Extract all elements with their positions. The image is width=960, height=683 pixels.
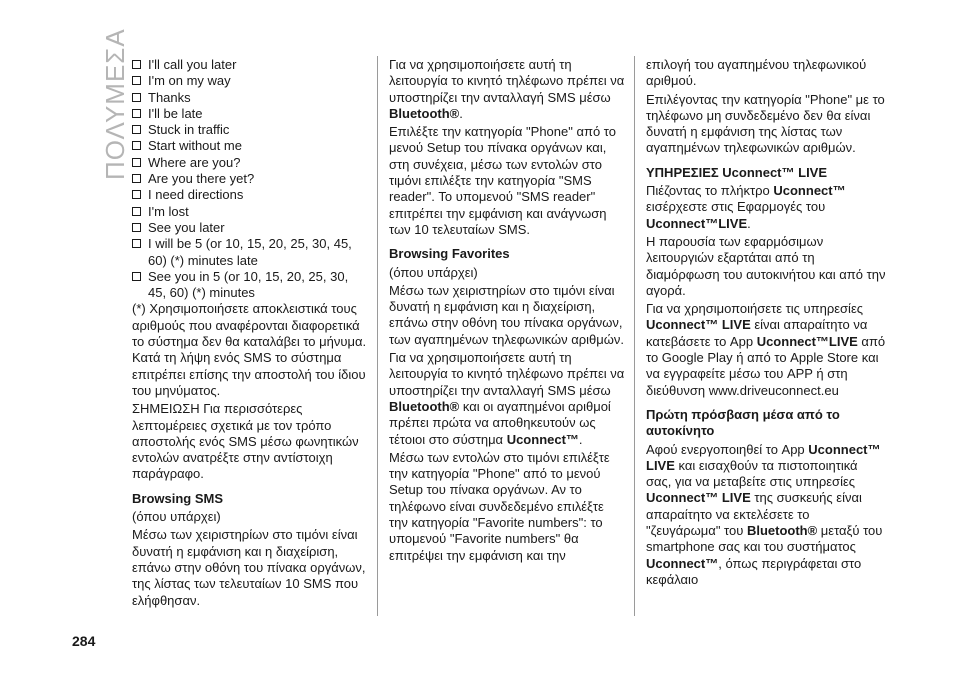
text-run-bold: Uconnect™ LIVE <box>646 441 881 473</box>
section-title-text: ΠΟΛΥΜΕΣΑ <box>100 28 130 180</box>
paragraph <box>389 350 625 448</box>
text-run-bold: Bluetooth® <box>389 105 460 121</box>
text-run: Για να χρησιμοποιήσετε αυτή τη λειτουργία το κινητό τηλέφωνο πρέπει να υποστηρίζει την ανταλλαγή SMS μέσω <box>389 57 625 105</box>
text-run: Πιέζοντας το πλήκτρο <box>646 183 774 199</box>
text-run: είναι απαραίτητο να κατεβάσετε το App <box>646 317 868 349</box>
paragraph: Η παρουσία των εφαρμόσιμων λειτουργιών εξαρτάται από τη διαμόρφωση του αυτοκινήτου και από την αγορά. <box>646 233 886 298</box>
text-run: μεταξύ του smartphone σας και του συστήματος <box>646 523 883 555</box>
checkbox-icon <box>132 272 141 281</box>
list-item <box>132 57 368 73</box>
text-run-bold: Bluetooth® <box>389 398 460 414</box>
text-run: Για να χρησιμοποιήσετε τις υπηρεσίες <box>646 301 864 317</box>
list-item <box>132 73 368 89</box>
list-item-text: Thanks <box>148 89 191 105</box>
checkbox-icon <box>132 239 141 248</box>
text-run: από το Google Play ή από το Apple Store και να εγγραφείτε μέσω του APP ή στη διεύθυνση www.driveuconnect.eu <box>646 333 886 398</box>
list-item <box>132 220 368 236</box>
text-run: . <box>747 215 751 231</box>
list-item <box>132 138 368 154</box>
list-item <box>132 204 368 220</box>
checkbox-icon <box>132 76 141 85</box>
paragraph <box>389 57 625 122</box>
checkbox-icon <box>132 125 141 134</box>
list-item-text: I'm lost <box>148 203 189 219</box>
browsing-sms-text: Μέσω των χειριστηρίων στο τιμόνι είναι δυνατή η εμφάνιση και η διαχείριση, επάνω στην οθόνη του πίνακα οργάνων, της λίστας των τελευταίων 10 SMS που ελήφθησαν. <box>132 527 366 608</box>
browsing-favorites-heading: Browsing Favorites <box>389 246 510 262</box>
browsing-sms-subheading: (όπου υπάρχει) <box>132 509 221 525</box>
checkbox-icon <box>132 223 141 232</box>
list-item-text: Stuck in traffic <box>148 122 230 138</box>
paragraph: επιλογή του αγαπημένου τηλεφωνικού αριθμού. <box>646 57 867 89</box>
list-item-text: Start without me <box>148 138 242 154</box>
checkbox-icon <box>132 93 141 102</box>
list-item-text: See you later <box>148 219 225 235</box>
list-item <box>132 106 368 122</box>
text-run-bold: Uconnect™LIVE <box>646 215 748 231</box>
text-run-bold: Uconnect™ <box>646 555 719 571</box>
list-item <box>132 236 368 269</box>
checkbox-icon <box>132 141 141 150</box>
browsing-favorites-subheading: (όπου υπάρχει) <box>389 264 478 280</box>
list-item <box>132 187 368 203</box>
list-item-text: See you in 5 (or 10, 15, 20, 25, 30, 45, 60) (*) minutes <box>148 268 349 301</box>
checkbox-icon <box>132 174 141 183</box>
list-item-text: I'll be late <box>148 105 203 121</box>
paragraph <box>646 183 886 232</box>
list-item <box>132 171 368 187</box>
paragraph <box>646 442 886 589</box>
list-item <box>132 122 368 138</box>
paragraph: Μέσω των εντολών στο τιμόνι επιλέξτε την κατηγορία "Phone" από το μενού Setup του πίνακα οργάνων. Αν το τηλέφωνο είναι συνδεδεμένο επιλέξτε την κατηγορία "Favorite numbers": το υπομενού "Favorite numbers" θα επιτρέψει την εμφάνιση και την <box>389 449 610 563</box>
note: ΣΗΜΕΙΩΣΗ Για περισσότερες λεπτομέρειες σχετικά με τον τρόπο αποστολής ενός SMS μέσω φωνητικών εντολών ανατρέξτε στην αντίστοιχη παράγραφο. <box>132 401 359 482</box>
text-run: και εισαχθούν τα πιστοποιητικά σας, για να μεταβείτε στις υπηρεσίες <box>646 457 858 490</box>
list-item-text: I will be 5 (or 10, 15, 20, 25, 30, 45, 60) (*) minutes late <box>148 236 352 268</box>
paragraph: Μέσω των χειριστηρίων στο τιμόνι είναι δυνατή η εμφάνιση και η διαχείριση, επάνω στην οθόνη του πίνακα οργάνων, των αγαπημένων τηλεφωνικών αριθμών. <box>389 282 625 347</box>
list-item-text: I'll call you later <box>148 57 237 72</box>
text-run: . <box>578 431 583 447</box>
list-item <box>132 90 368 106</box>
text-run: . <box>459 105 463 121</box>
footnote: (*) Χρησιμοποιήσετε αποκλειστικά τους αριθμούς που αναφέρονται διαφορετικά το σύστημα δεν θα καταλάβει το μήνυμα. Κατά τη λήψη ενός SMS το σύστημα επιτρέπει επίσης την αποστολή του ίδιου του μηνύματος. <box>132 301 367 398</box>
text-run: και οι αγαπημένοι αριθμοί πρέπει πρώτα να αποθηκευτούν ως τέτοιοι στο σύστημα <box>389 398 611 447</box>
paragraph: Επιλέξτε την κατηγορία "Phone" από το μενού Setup του πίνακα οργάνων και, στη συνέχεια, μέσω των εντολών στο τιμόνι επιλέξτε την κατηγορία "SMS reader". Το υπομενού "SMS reader" επιτρέπει την εμφάνιση και ανάγνωση των 10 τελευταίων SMS. <box>389 124 616 237</box>
text-run: , όπως περιγράφεται στο κεφάλαιο <box>646 555 862 587</box>
section-title <box>72 28 130 190</box>
checkbox-icon <box>132 109 141 118</box>
text-run-bold: Uconnect™ LIVE <box>646 317 751 333</box>
list-item-text: Are you there yet? <box>148 171 255 187</box>
text-run-bold: Bluetooth® <box>746 523 818 539</box>
text-run: Αφού ενεργοποιηθεί το App <box>646 441 809 457</box>
list-item <box>132 269 368 302</box>
column-2 <box>389 57 625 566</box>
list-item-text: Where are you? <box>148 154 241 170</box>
column-divider <box>377 56 378 616</box>
first-access-heading: Πρώτη πρόσβαση μέσα από το αυτοκίνητο <box>646 406 840 439</box>
column-divider <box>634 56 635 616</box>
checkbox-icon <box>132 190 141 199</box>
column-1 <box>132 57 368 611</box>
checkbox-icon <box>132 207 141 216</box>
text-run-bold: Uconnect™ <box>506 431 579 447</box>
text-run: Για να χρησιμοποιήσετε αυτή τη λειτουργία το κινητό τηλέφωνο πρέπει να υποστηρίζει την ανταλλαγή SMS μέσω <box>389 350 625 398</box>
page-number: 284 <box>72 633 96 649</box>
services-heading: ΥΠΗΡΕΣΙΕΣ Uconnect™ LIVE <box>646 164 828 180</box>
text-run: εισέρχεστε στις Εφαρμογές του <box>646 199 826 215</box>
column-3 <box>646 57 886 590</box>
paragraph <box>646 301 886 399</box>
checkbox-icon <box>132 158 141 167</box>
paragraph: Επιλέγοντας την κατηγορία "Phone" με το τηλέφωνο μη συνδεδεμένο δεν θα είναι δυνατή η εμφάνιση της λίστας των αγαπημένων τηλεφωνικών αριθμών. <box>646 91 885 156</box>
list-item <box>132 155 368 171</box>
text-run: της συσκευής είναι απαραίτητο να εκτελέσετε το "ζευγάρωμα" του <box>646 490 862 539</box>
text-run-bold: Uconnect™LIVE <box>756 333 858 349</box>
list-item-text: I need directions <box>148 187 244 203</box>
text-run-bold: Uconnect™ <box>773 183 846 199</box>
checkbox-icon <box>132 60 141 69</box>
list-item-text: I'm on my way <box>148 73 231 89</box>
browsing-sms-heading: Browsing SMS <box>132 490 224 506</box>
text-run-bold: Uconnect™ LIVE <box>646 490 751 506</box>
